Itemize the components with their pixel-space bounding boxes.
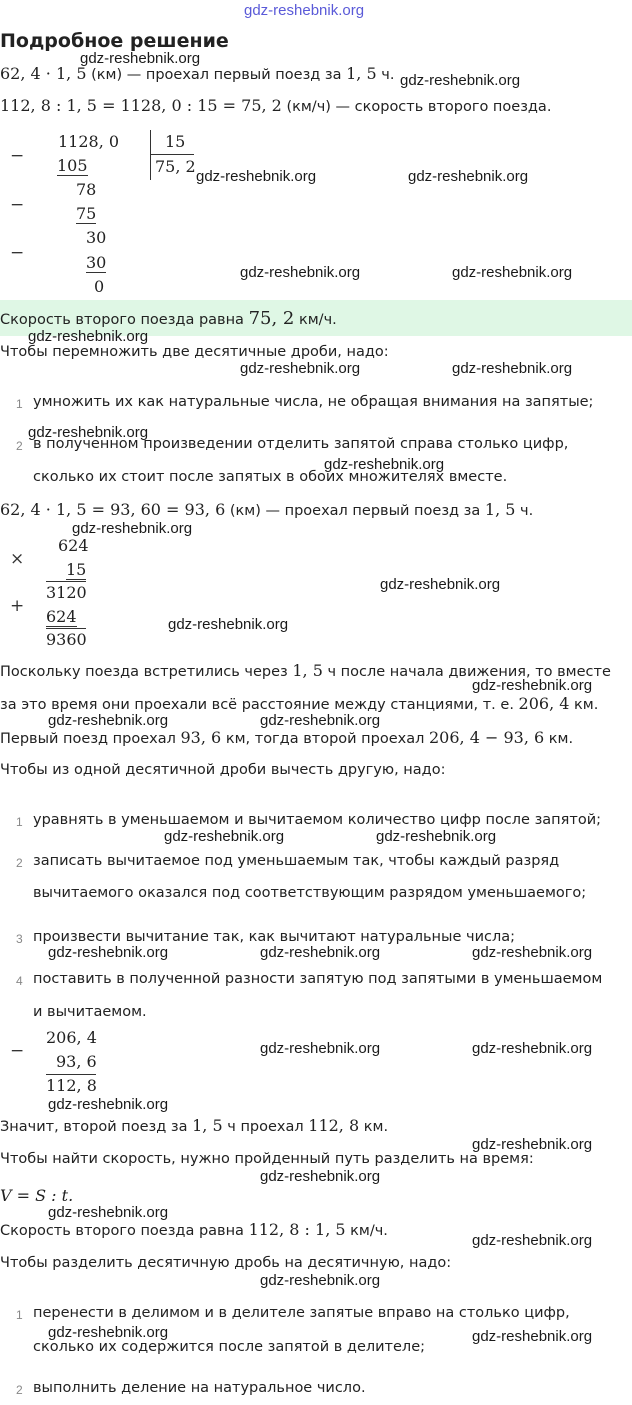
list-number: 3 <box>16 932 23 946</box>
dividend: 1128, 0 <box>58 132 120 151</box>
meet-line-1: Поскольку поезда встретились через 1, 5 ч после начала движения, то вместе <box>0 661 611 680</box>
watermark: gdz-reshebnik.org <box>324 456 445 473</box>
partial-product: 624 <box>46 607 77 626</box>
speed2-line: Скорость второго поезда равна 112, 8 : 1, 5 км/ч. <box>0 1220 388 1239</box>
list-item: произвести вычитание так, как вычитают натуральные числа; <box>33 929 516 945</box>
velocity-rule: Чтобы найти скорость, нужно пройденный путь разделить на время: <box>0 1151 534 1167</box>
div-rule: Чтобы разделить десятичную дробь на десятичную, надо: <box>0 1255 452 1271</box>
minus-sign: − <box>10 146 25 166</box>
list-number: 1 <box>16 1308 23 1322</box>
list-item: и вычитаемом. <box>33 1004 147 1020</box>
solution-line-1: 62, 4 · 1, 5 (км) — проехал первый поезд за 1, 5 ч. <box>0 64 395 83</box>
times-sign: × <box>10 549 25 569</box>
factor: 624 <box>58 536 89 555</box>
watermark: gdz-reshebnik.org <box>28 424 149 441</box>
divisor: 15 <box>165 132 186 151</box>
list-number: 1 <box>16 815 23 829</box>
list-number: 2 <box>16 439 23 453</box>
subtrahend: 93, 6 <box>56 1052 97 1071</box>
watermark: gdz-reshebnik.org <box>260 712 381 729</box>
list-item: сколько их стоит после запятых в обоих множителях вместе. <box>33 469 508 485</box>
first-train-line: Первый поезд проехал 93, 6 км, тогда второй проехал 206, 4 − 93, 6 км. <box>0 728 574 747</box>
watermark: gdz-reshebnik.org <box>376 828 497 845</box>
watermark: gdz-reshebnik.org <box>72 520 193 537</box>
division-step: 30 <box>86 228 107 247</box>
watermark: gdz-reshebnik.org <box>48 1324 169 1341</box>
list-item: сколько их содержится после запятой в делителе; <box>33 1339 426 1355</box>
watermark: gdz-reshebnik.org <box>48 712 169 729</box>
list-item: перенести в делимом и в делителе запятые вправо на столько цифр, <box>33 1305 570 1321</box>
plus-sign: + <box>10 596 25 616</box>
watermark: gdz-reshebnik.org <box>472 1232 593 1249</box>
list-item: уравнять в уменьшаемом и вычитаемом количество цифр после запятой; <box>33 812 602 828</box>
minus-sign: − <box>10 195 25 215</box>
watermark: gdz-reshebnik.org <box>196 168 317 185</box>
list-item: умножить их как натуральные числа, не обращая внимания на запятые; <box>33 394 594 410</box>
watermark: gdz-reshebnik.org <box>168 616 289 633</box>
watermark: gdz-reshebnik.org <box>80 50 201 67</box>
watermark: gdz-reshebnik.org <box>240 360 361 377</box>
watermark: gdz-reshebnik.org <box>260 1040 381 1057</box>
watermark: gdz-reshebnik.org <box>48 1096 169 1113</box>
watermark-top: gdz-reshebnik.org <box>244 2 365 19</box>
factor: 15 <box>66 560 87 579</box>
watermark: gdz-reshebnik.org <box>48 1204 169 1221</box>
list-item: в полученном произведении отделить запятой справа столько цифр, <box>33 436 569 452</box>
watermark: gdz-reshebnik.org <box>472 1136 593 1153</box>
watermark: gdz-reshebnik.org <box>400 72 521 89</box>
list-number: 2 <box>16 856 23 870</box>
watermark: gdz-reshebnik.org <box>28 328 149 345</box>
division-step: 0 <box>94 277 105 296</box>
watermark: gdz-reshebnik.org <box>472 1328 593 1345</box>
watermark: gdz-reshebnik.org <box>380 576 501 593</box>
minuend: 206, 4 <box>46 1028 97 1047</box>
watermark: gdz-reshebnik.org <box>260 1272 381 1289</box>
watermark: gdz-reshebnik.org <box>48 944 169 961</box>
watermark: gdz-reshebnik.org <box>260 944 381 961</box>
partial-product: 3120 <box>46 583 87 602</box>
division-step: 105 <box>57 156 88 175</box>
watermark: gdz-reshebnik.org <box>472 1040 593 1057</box>
watermark: gdz-reshebnik.org <box>240 264 361 281</box>
meaning-line: Значит, второй поезд за 1, 5 ч проехал 112, 8 км. <box>0 1116 389 1135</box>
quotient: 75, 2 <box>155 157 196 176</box>
list-item: выполнить деление на натуральное число. <box>33 1380 366 1396</box>
list-item: поставить в полученной разности запятую под запятыми в уменьшаемом <box>33 971 603 987</box>
list-item: записать вычитаемое под уменьшаемым так, чтобы каждый разряд <box>33 853 560 869</box>
division-step: 75 <box>76 204 97 223</box>
watermark: gdz-reshebnik.org <box>452 360 573 377</box>
watermark: gdz-reshebnik.org <box>472 944 593 961</box>
list-number: 1 <box>16 397 23 411</box>
solution-line-3: 62, 4 · 1, 5 = 93, 60 = 93, 6 (км) — проехал первый поезд за 1, 5 ч. <box>0 500 534 519</box>
watermark: gdz-reshebnik.org <box>164 828 285 845</box>
watermark: gdz-reshebnik.org <box>260 1168 381 1185</box>
watermark: gdz-reshebnik.org <box>408 168 529 185</box>
division-step: 30 <box>86 253 107 272</box>
sub-rule: Чтобы из одной десятичной дроби вычесть другую, надо: <box>0 762 446 778</box>
watermark: gdz-reshebnik.org <box>452 264 573 281</box>
difference: 112, 8 <box>46 1076 97 1095</box>
minus-sign: − <box>10 243 25 263</box>
page-title: Подробное решение <box>0 30 229 52</box>
product: 9360 <box>46 630 87 649</box>
list-number: 4 <box>16 974 23 988</box>
minus-sign: − <box>10 1041 25 1061</box>
answer-speed: Скорость второго поезда равна 75, 2 км/ч. <box>0 308 337 329</box>
list-number: 2 <box>16 1383 23 1397</box>
watermark: gdz-reshebnik.org <box>472 677 593 694</box>
mult-rule: Чтобы перемножить две десятичные дроби, надо: <box>0 344 389 360</box>
division-step: 78 <box>76 180 97 199</box>
list-item: вычитаемого оказался под соответствующим разрядом уменьшаемого; <box>33 885 587 901</box>
solution-line-2: 112, 8 : 1, 5 = 1128, 0 : 15 = 75, 2 (км/ч) — скорость второго поезда. <box>0 96 552 115</box>
division-bar <box>150 154 194 155</box>
meet-line-2: за это время они проехали всё расстояние между станциями, т. е. 206, 4 км. <box>0 694 599 713</box>
velocity-formula: V = S : t. <box>0 1186 74 1205</box>
